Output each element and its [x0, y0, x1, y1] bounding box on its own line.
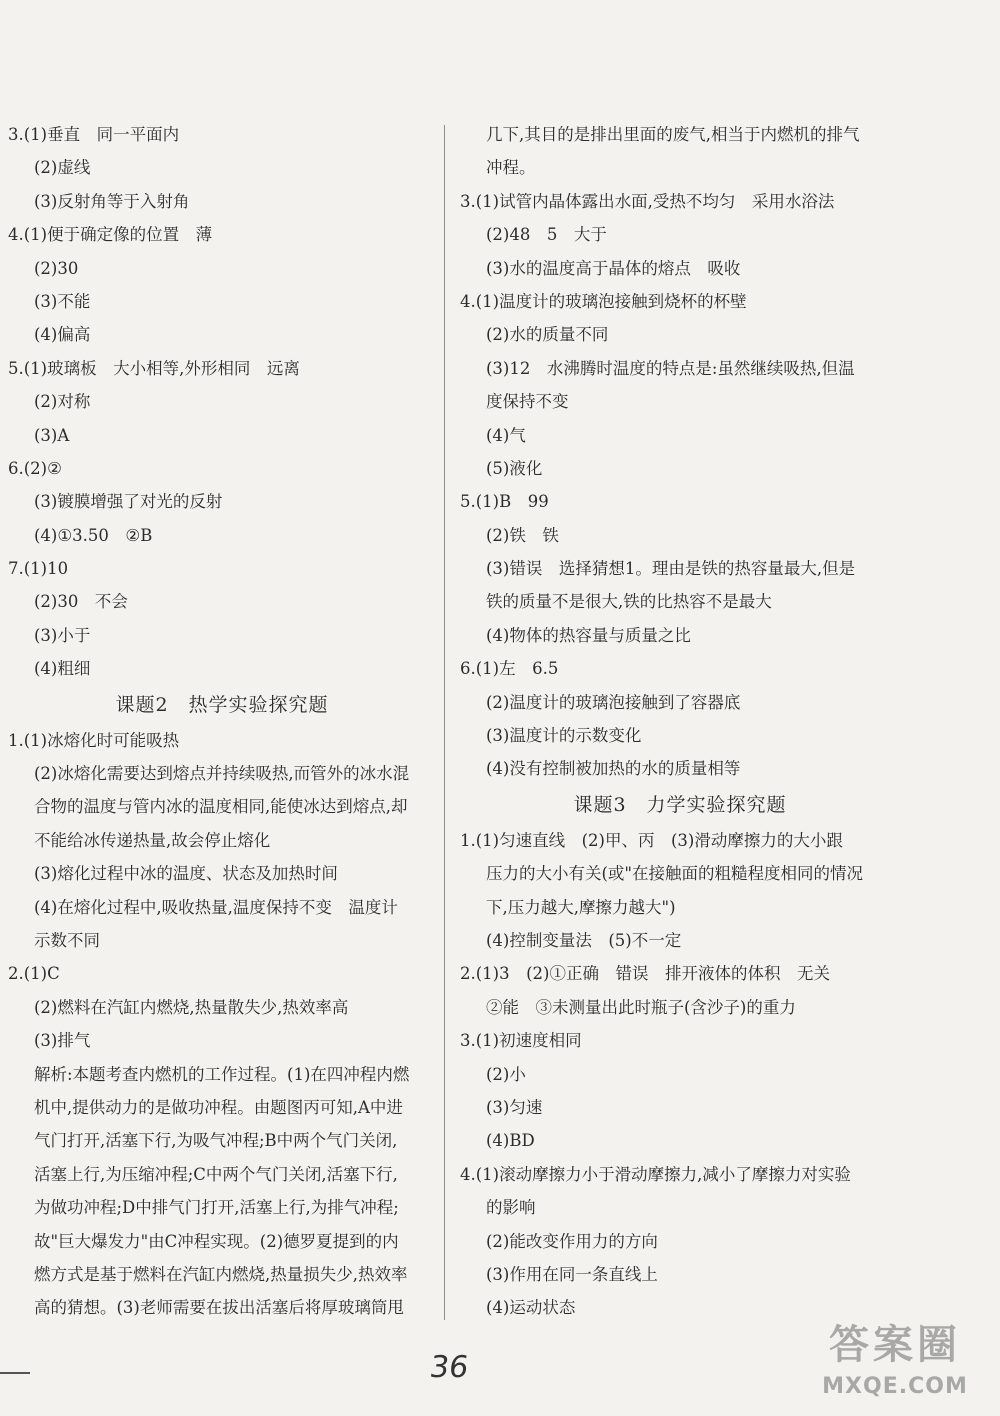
answer-line: (4)偏高 — [34, 325, 91, 345]
answer-line: (3)匀速 — [486, 1097, 543, 1117]
question-line: 5.(1)玻璃板 大小相等,外形相同 远离 — [8, 358, 300, 378]
answer-line: (4)粗细 — [34, 659, 91, 679]
answer-line: (3)12 水沸腾时温度的特点是:虽然继续吸热,但温 — [486, 358, 855, 378]
section-heading: 课题2 热学实验探究题 — [115, 693, 329, 716]
answer-line: (2)水的质量不同 — [486, 325, 609, 345]
answer-line: 下,压力越大,摩擦力越大") — [486, 897, 676, 917]
answer-line: 燃方式是基于燃料在汽缸内燃烧,热量损失少,热效率 — [34, 1264, 408, 1284]
watermark-domain: MXQE.COM — [822, 1374, 968, 1399]
answer-line: 示数不同 — [34, 930, 100, 950]
answer-line: 冲程。 — [486, 158, 536, 178]
question-line: 1.(1)匀速直线 (2)甲、丙 (3)滑动摩擦力的大小跟 — [460, 830, 843, 850]
question-line: 6.(1)左 6.5 — [460, 659, 559, 679]
answer-line: (3)作用在同一条直线上 — [486, 1264, 658, 1284]
question-line: 6.(2)② — [8, 458, 62, 478]
answer-line: 度保持不变 — [486, 392, 569, 412]
answer-line: 解析:本题考查内燃机的工作过程。(1)在四冲程内燃 — [34, 1064, 410, 1084]
answer-line: 为做功冲程;D中排气门打开,活塞上行,为排气冲程; — [34, 1198, 399, 1218]
watermark — [800, 1318, 990, 1410]
answer-line: (3)不能 — [34, 291, 91, 311]
answer-line: 活塞上行,为压缩冲程;C中两个气门关闭,活塞下行, — [34, 1164, 398, 1184]
question-line: 1.(1)冰熔化时可能吸热 — [8, 730, 180, 750]
answer-line: 几下,其目的是排出里面的废气,相当于内燃机的排气 — [486, 125, 860, 144]
answer-line: (2)能改变作用力的方向 — [486, 1231, 658, 1251]
question-line: 3.(1)垂直 同一平面内 — [8, 125, 180, 144]
answer-line: (3)排气 — [34, 1031, 91, 1051]
answer-line: 不能给冰传递热量,故会停止熔化 — [34, 830, 271, 850]
answer-line: (3)A — [34, 425, 70, 445]
answer-line: 铁的质量不是很大,铁的比热容不是最大 — [486, 592, 772, 612]
answer-line: (4)BD — [486, 1131, 535, 1151]
answer-line: (2)铁 铁 — [486, 525, 559, 545]
column-divider — [444, 125, 445, 1320]
answer-line: (3)温度计的示数变化 — [486, 726, 642, 746]
section-heading: 课题3 力学实验探究题 — [573, 793, 787, 816]
answer-line: (3)熔化过程中冰的温度、状态及加热时间 — [34, 864, 338, 884]
answer-line: (4)在熔化过程中,吸收热量,温度保持不变 温度计 — [34, 897, 398, 917]
answer-line: 机中,提供动力的是做功冲程。由题图丙可知,A中进 — [34, 1097, 403, 1117]
watermark-logo: 答案圈 — [829, 1322, 961, 1368]
footer-dash — [0, 1372, 30, 1374]
answer-line: (4)运动状态 — [486, 1298, 576, 1318]
right-column — [460, 118, 900, 1325]
answer-line: 气门打开,活塞下行,为吸气冲程;B中两个气门关闭, — [34, 1131, 398, 1151]
answer-line: (3)小于 — [34, 625, 91, 645]
answer-line: (4)物体的热容量与质量之比 — [486, 625, 691, 645]
question-line: 4.(1)滚动摩擦力小于滑动摩擦力,减小了摩擦力对实验 — [460, 1164, 851, 1184]
question-line: 2.(1)3 (2)①正确 错误 排开液体的体积 无关 — [460, 964, 830, 984]
page-number: 36 — [427, 1350, 471, 1385]
question-line: 2.(1)C — [8, 964, 60, 984]
question-line: 3.(1)初速度相同 — [460, 1031, 582, 1051]
answer-line: (2)虚线 — [34, 158, 91, 178]
answer-line: (2)对称 — [34, 392, 91, 412]
question-line: 5.(1)B 99 — [460, 492, 549, 512]
answer-line: (4)气 — [486, 425, 526, 445]
answer-line: 合物的温度与管内冰的温度相同,能使冰达到熔点,却 — [34, 797, 408, 817]
question-line: 4.(1)便于确定像的位置 薄 — [8, 225, 213, 245]
answer-line: (4)①3.50 ②B — [34, 525, 153, 545]
answer-line: (3)反射角等于入射角 — [34, 191, 190, 211]
answer-line: 的影响 — [486, 1198, 536, 1218]
answer-line: 故"巨大爆发力"由C冲程实现。(2)德罗夏提到的内 — [34, 1231, 399, 1251]
question-line: 3.(1)试管内晶体露出水面,受热不均匀 采用水浴法 — [460, 191, 835, 211]
answer-line: (4)控制变量法 (5)不一定 — [486, 930, 682, 950]
answer-line: (2)温度计的玻璃泡接触到了容器底 — [486, 692, 741, 712]
answer-line: (3)水的温度高于晶体的熔点 吸收 — [486, 258, 741, 278]
left-column — [8, 118, 436, 1325]
answer-line: ②能 ③未测量出此时瓶子(含沙子)的重力 — [486, 997, 796, 1017]
answer-line: (2)48 5 大于 — [486, 225, 607, 245]
answer-line: (2)燃料在汽缸内燃烧,热量散失少,热效率高 — [34, 997, 349, 1017]
question-line: 4.(1)温度计的玻璃泡接触到烧杯的杯壁 — [460, 291, 747, 311]
answer-line: 高的猜想。(3)老师需要在拔出活塞后将厚玻璃筒甩 — [34, 1298, 404, 1318]
question-line: 7.(1)10 — [8, 559, 69, 579]
answer-line: (5)液化 — [486, 458, 543, 478]
answer-line: 压力的大小有关(或"在接触面的粗糙程度相同的情况 — [486, 864, 864, 884]
answer-line: (2)30 — [34, 258, 79, 278]
answer-line: (2)冰熔化需要达到熔点并持续吸热,而管外的冰水混 — [34, 764, 410, 784]
answer-line: (4)没有控制被加热的水的质量相等 — [486, 759, 741, 779]
answer-line: (3)错误 选择猜想1。理由是铁的热容量最大,但是 — [486, 559, 856, 579]
answer-line: (2)30 不会 — [34, 592, 128, 612]
answer-line: (3)镀膜增强了对光的反射 — [34, 492, 223, 512]
answer-line: (2)小 — [486, 1064, 526, 1084]
